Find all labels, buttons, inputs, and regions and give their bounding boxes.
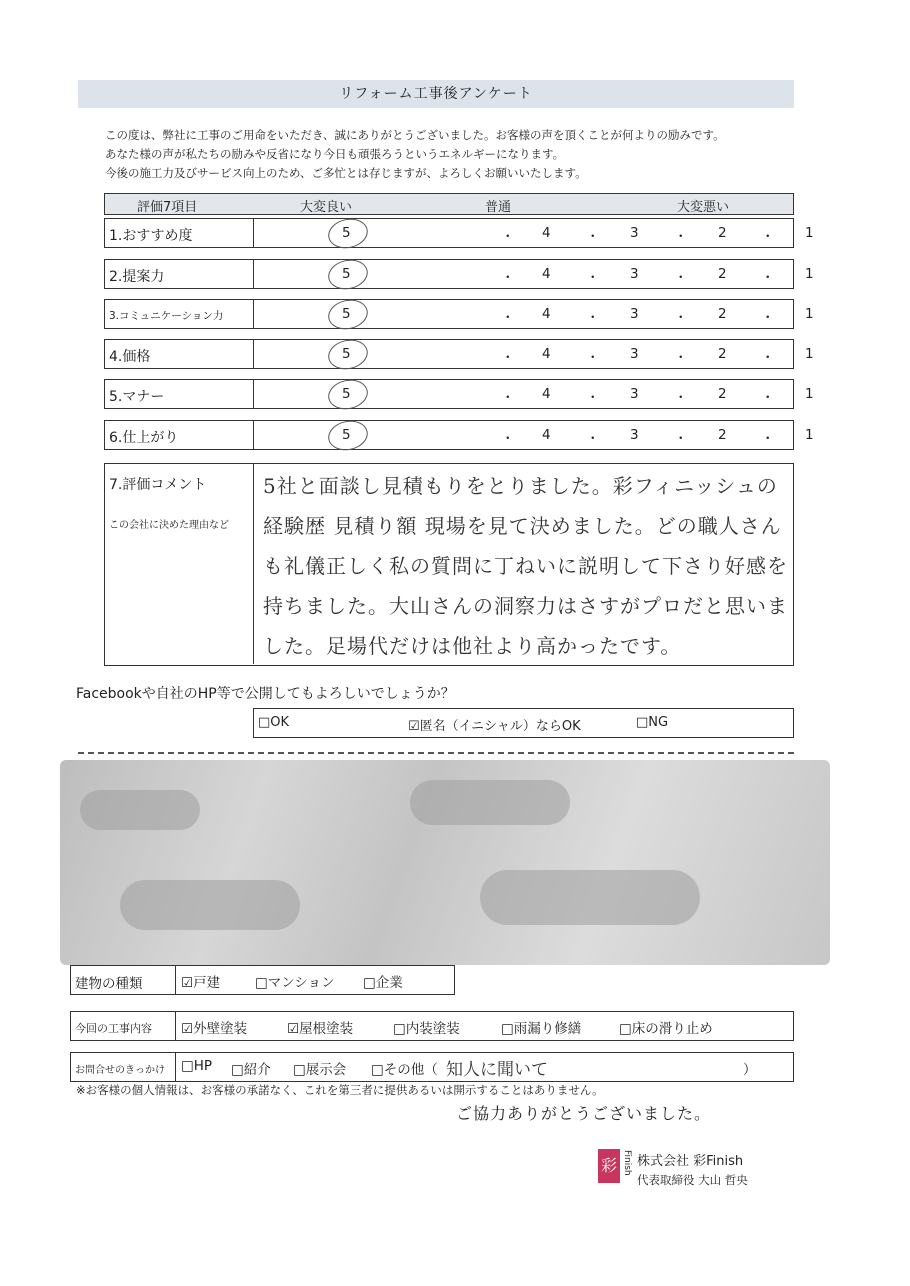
rating-option-3[interactable]: 3 [630,266,639,282]
rating-label: 3.コミュニケーション力 [109,310,224,322]
selected-circle-mark [325,215,370,252]
rating-option-3[interactable]: 3 [630,427,639,443]
scale-separator: ・ [761,270,775,286]
comment-label: 7.評価コメント [109,477,207,493]
rating-option-4[interactable]: 4 [542,306,551,322]
selected-circle-mark [325,417,370,454]
publish-ng-checkbox[interactable]: □NG [636,715,669,730]
rating-label: 5.マナー [109,389,165,405]
rating-option-5[interactable]: 5 [342,266,351,282]
building-company-checkbox[interactable]: □企業 [363,975,403,991]
scale-separator: ・ [586,270,600,286]
rating-row [104,420,814,450]
building-type-row [70,965,455,995]
publish-question: Facebookや自社のHP等で公開してもよろしいでしょうか？ [76,686,455,702]
work-content-row [70,1011,794,1041]
scale-separator: ・ [501,229,515,245]
scale-separator: ・ [761,390,775,406]
survey-title: リフォーム工事後アンケート [78,80,794,108]
work-label: 今回の工事内容 [75,1022,152,1035]
inquiry-close-paren: ） [743,1062,757,1078]
rating-option-5[interactable]: 5 [342,346,351,362]
rating-row [104,299,814,329]
scale-separator: ・ [674,229,688,245]
scale-separator: ・ [501,270,515,286]
company-name: 株式会社 彩Finish [637,1154,744,1169]
scale-separator: ・ [761,431,775,447]
rating-option-4[interactable]: 4 [542,266,551,282]
rating-option-3[interactable]: 3 [630,306,639,322]
rating-option-3[interactable]: 3 [630,225,639,241]
scale-separator: ・ [761,229,775,245]
scale-separator: ・ [501,350,515,366]
rating-label: 2.提案力 [109,269,165,285]
building-mansion-checkbox[interactable]: □マンション [255,975,335,991]
rating-option-5[interactable]: 5 [342,306,351,322]
rating-label: 4.価格 [109,349,151,365]
comment-box [104,463,794,666]
intro-line-2: あなた様の声が私たちの励みや反省になり今日も頑張ろうというエネルギーになります。 [105,147,565,161]
comment-sublabel: この会社に決めた理由など [109,520,229,531]
rating-option-1[interactable]: 1 [805,427,814,443]
header-best: 大変良い [300,200,353,215]
inquiry-referral-checkbox[interactable]: □紹介 [231,1062,271,1078]
rating-option-1[interactable]: 1 [805,266,814,282]
building-label: 建物の種類 [75,976,143,992]
header-mid: 普通 [485,200,512,215]
selected-circle-mark [325,376,370,413]
rating-option-2[interactable]: 2 [718,306,727,322]
rating-header [104,193,794,215]
scale-separator: ・ [674,310,688,326]
scale-separator: ・ [761,310,775,326]
rating-option-3[interactable]: 3 [630,386,639,402]
inquiry-other-checkbox[interactable]: □その他（ [371,1062,438,1078]
rating-option-2[interactable]: 2 [718,346,727,362]
company-logo-side-text: Finish [622,1150,632,1176]
rating-option-1[interactable]: 1 [805,225,814,241]
scale-separator: ・ [761,350,775,366]
rating-row [104,259,814,289]
work-interior-checkbox[interactable]: □内装塗装 [393,1021,460,1037]
work-exterior-checkbox[interactable]: ☑外壁塗装 [181,1021,248,1037]
rating-option-1[interactable]: 1 [805,306,814,322]
thanks-message: ご協力ありがとうございました。 [456,1104,712,1123]
scale-separator: ・ [586,431,600,447]
rating-option-4[interactable]: 4 [542,346,551,362]
rating-option-1[interactable]: 1 [805,386,814,402]
ceo-name: 代表取締役 大山 哲央 [637,1173,748,1187]
header-worst: 大変悪い [677,200,730,215]
company-logo: 彩 [598,1149,620,1183]
publish-ok-checkbox[interactable]: □OK [258,715,290,730]
rating-option-1[interactable]: 1 [805,346,814,362]
scale-separator: ・ [501,431,515,447]
scale-separator: ・ [586,350,600,366]
scale-separator: ・ [674,390,688,406]
rating-option-5[interactable]: 5 [342,427,351,443]
inquiry-label: お問合せのきっかけ [75,1065,165,1076]
inquiry-hp-checkbox[interactable]: □HP [181,1058,213,1074]
rating-row [104,379,814,409]
header-items: 評価7項目 [137,200,198,215]
privacy-notice: ※お客様の個人情報は、お客様の承諾なく、これを第三者に提供あるいは開示することはありません。 [76,1083,604,1097]
scale-separator: ・ [674,431,688,447]
scale-separator: ・ [674,270,688,286]
rating-row [104,339,814,369]
scale-separator: ・ [586,390,600,406]
scale-separator: ・ [586,310,600,326]
inquiry-exhibition-checkbox[interactable]: □展示会 [293,1062,347,1078]
selected-circle-mark [325,256,370,293]
rating-label: 6.仕上がり [109,430,179,446]
rating-option-2[interactable]: 2 [718,386,727,402]
inquiry-other-text[interactable]: 知人に聞いて [446,1060,548,1080]
scale-separator: ・ [586,229,600,245]
work-leak-checkbox[interactable]: □雨漏り修繕 [501,1021,582,1037]
cut-line [78,752,794,754]
selected-circle-mark [325,336,370,373]
publish-anon-checkbox[interactable]: ☑匿名（イニシャル）ならOK [408,719,581,734]
rating-option-4[interactable]: 4 [542,427,551,443]
rating-row [104,218,814,248]
comment-text[interactable]: 5社と面談し見積もりをとりました。彩フィニッシュの経験歴 見積り額 現場を見て決めました。どの職人さんも礼儀正しく私の質問に丁ねいに説明して下さり好感を持ちました。大山さんの洞察力はさすがプロだと思いました。足場代だけは他社より高かったです。 [263,474,788,658]
redacted-personal-info [60,760,830,965]
rating-option-3[interactable]: 3 [630,346,639,362]
rating-option-5[interactable]: 5 [342,225,351,241]
intro-line-1: この度は、弊社に工事のご用命をいただき、誠にありがとうございました。お客様の声を頂くことが何よりの励みです。 [105,128,725,142]
publish-options [253,708,794,738]
rating-option-5[interactable]: 5 [342,386,351,402]
work-antislip-checkbox[interactable]: □床の滑り止め [619,1021,713,1037]
work-roof-checkbox[interactable]: ☑屋根塗装 [287,1021,354,1037]
rating-option-4[interactable]: 4 [542,386,551,402]
inquiry-row [70,1052,794,1082]
intro-line-3: 今後の施工力及びサービス向上のため、ご多忙とは存じますが、よろしくお願いいたします。 [105,166,587,180]
rating-option-4[interactable]: 4 [542,225,551,241]
scale-separator: ・ [501,390,515,406]
rating-option-2[interactable]: 2 [718,427,727,443]
rating-option-2[interactable]: 2 [718,266,727,282]
building-detached-checkbox[interactable]: ☑戸建 [181,975,221,991]
selected-circle-mark [325,296,370,333]
scale-separator: ・ [674,350,688,366]
scale-separator: ・ [501,310,515,326]
rating-option-2[interactable]: 2 [718,225,727,241]
rating-label: 1.おすすめ度 [109,228,193,244]
